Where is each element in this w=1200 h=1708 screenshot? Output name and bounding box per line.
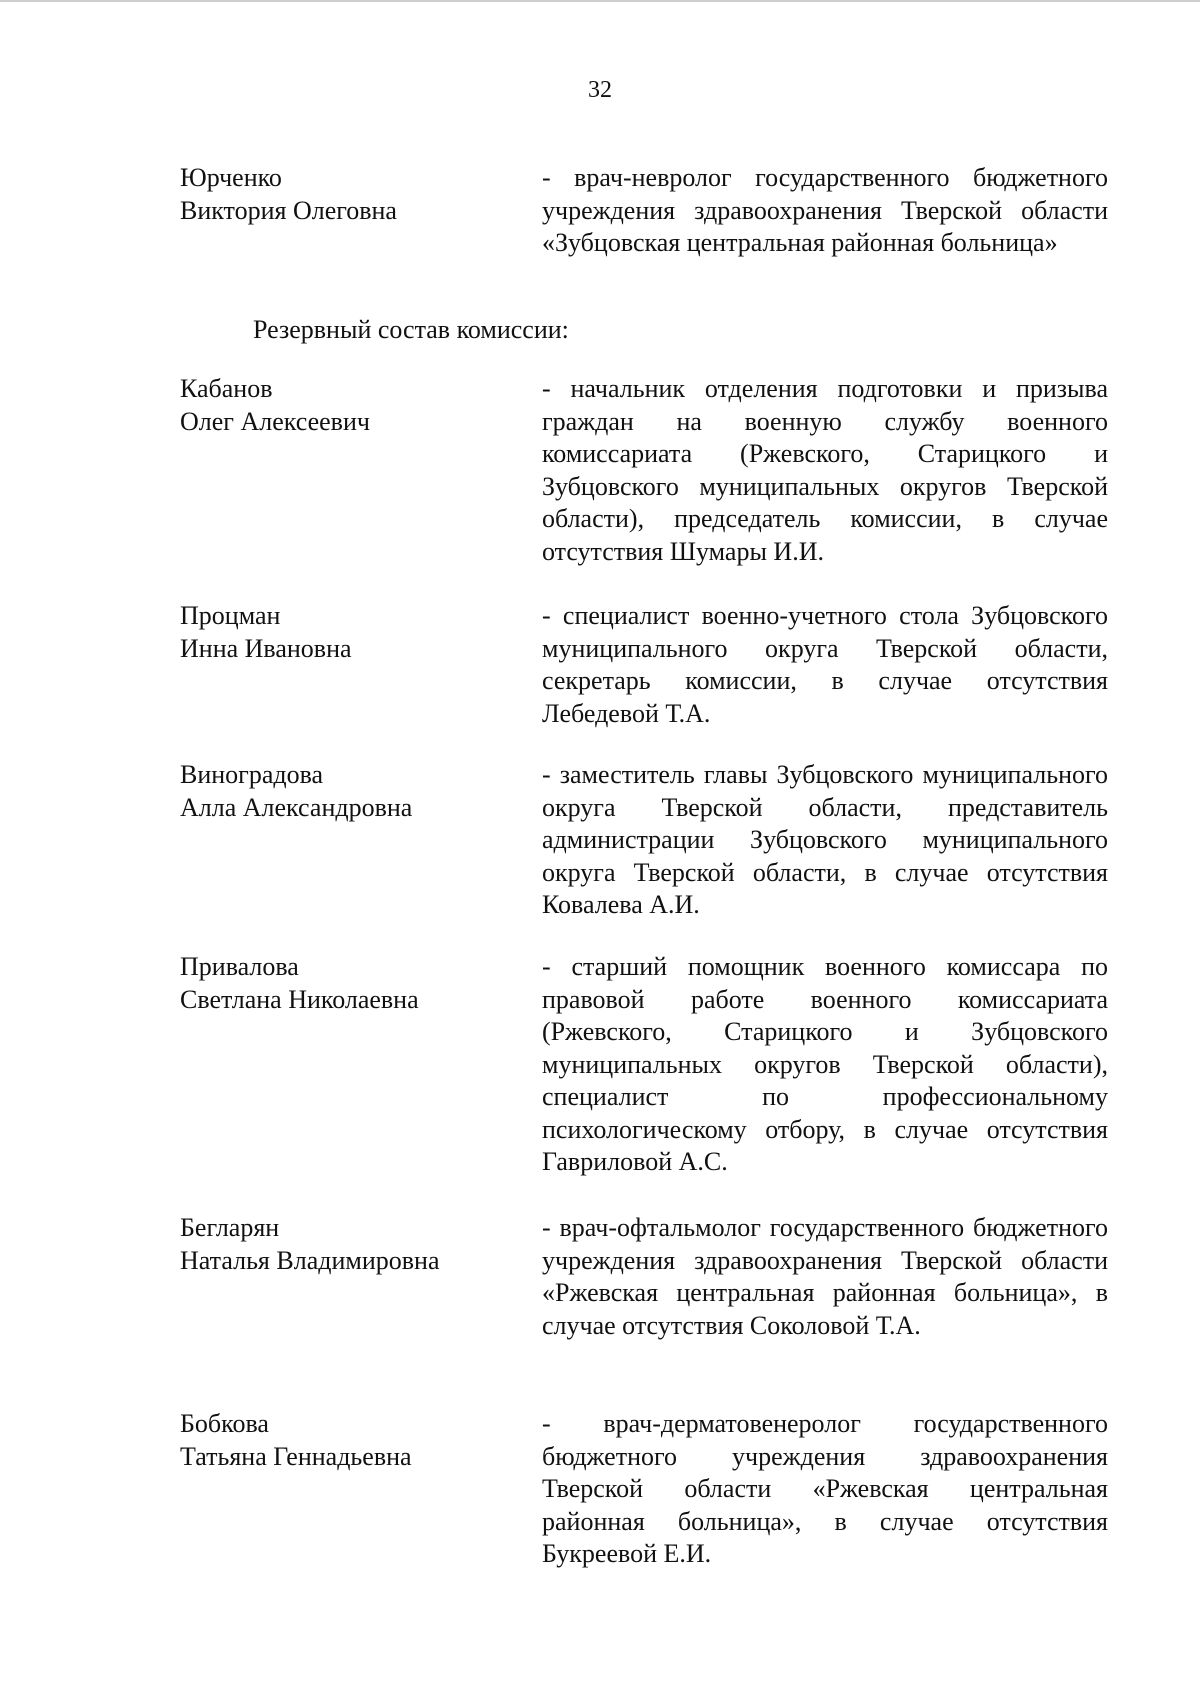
member-surname: Юрченко xyxy=(180,163,282,192)
member-position: - врач-невролог государственного бюджетного учреждения здравоохранения Тверской области «Зубцовская центральная районная больница» xyxy=(542,163,1108,257)
member-position: - врач-офтальмолог государственного бюджетного учреждения здравоохранения Тверской области «Ржевская центральная районная больница», в случае отсутствия Соколовой Т.А. xyxy=(542,1213,1108,1340)
member-name xyxy=(180,162,510,227)
reserve-section-heading: Резервный состав комиссии: xyxy=(253,315,569,344)
member-name xyxy=(180,600,510,665)
member-surname: Виноградова xyxy=(180,760,324,789)
member-name xyxy=(180,951,510,1016)
member-name xyxy=(180,1212,510,1277)
member-position: - старший помощник военного комиссара по правовой работе военного комиссариата (Ржевского, Старицкого и Зубцовского муниципальных округов Тверской области), специалист по профессиональному психологическому отбору, в случае отсутствия Гавриловой А.С. xyxy=(542,952,1108,1176)
member-name xyxy=(180,1408,510,1473)
member-name xyxy=(180,373,510,438)
member-position: - заместитель главы Зубцовского муниципального округа Тверской области, представитель администрации Зубцовского муниципального округа Тверской области, в случае отсутствия Ковалева А.И. xyxy=(542,760,1108,919)
member-given-names: Светлана Николаевна xyxy=(180,984,419,1014)
member-given-names: Алла Александровна xyxy=(180,792,413,822)
member-position: - врач-дерматовенеролог государственного бюджетного учреждения здравоохранения Тверской области «Ржевская центральная районная больница», в случае отсутствия Букреевой Е.И. xyxy=(542,1409,1108,1568)
member-given-names: Наталья Владимировна xyxy=(180,1245,440,1275)
member-position: - специалист военно-учетного стола Зубцовского муниципального округа Тверской области, секретарь комиссии, в случае отсутствия Лебедевой Т.А. xyxy=(542,601,1108,728)
member-surname: Кабанов xyxy=(180,374,273,403)
page-number: 32 xyxy=(588,77,612,103)
member-given-names: Татьяна Геннадьевна xyxy=(180,1441,412,1471)
member-given-names: Инна Ивановна xyxy=(180,633,352,663)
member-surname: Процман xyxy=(180,601,281,630)
member-position: - начальник отделения подготовки и призыва граждан на военную службу военного комиссариата (Ржевского, Старицкого и Зубцовского муниципальных округов Тверской области), председатель комиссии, в случае отсутствия Шумары И.И. xyxy=(542,374,1108,566)
scan-edge-rule xyxy=(0,0,1200,2)
member-given-names: Олег Алексеевич xyxy=(180,406,370,436)
member-given-names: Виктория Олеговна xyxy=(180,195,397,225)
member-surname: Бегларян xyxy=(180,1213,280,1242)
member-name xyxy=(180,759,510,824)
member-surname: Бобкова xyxy=(180,1409,269,1438)
member-surname: Привалова xyxy=(180,952,299,981)
